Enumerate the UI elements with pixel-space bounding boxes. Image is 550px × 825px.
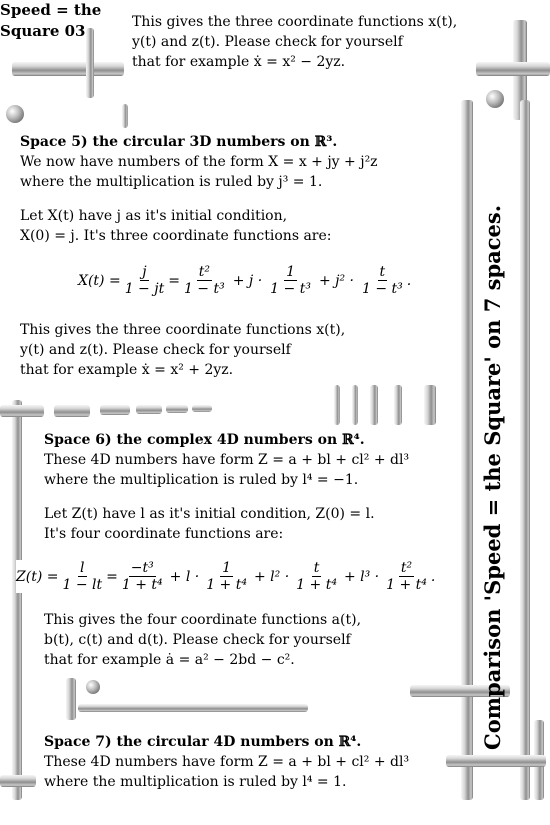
- space5-line: where the multiplication is ruled by j³ = 1.: [20, 174, 323, 190]
- space6-heading: Space 6) the complex 4D numbers on ℝ⁴.: [44, 432, 365, 448]
- space6-section: [44, 430, 454, 544]
- ball-decoration: [6, 105, 24, 123]
- space5-line: that for example ẋ = x² + 2yz.: [20, 362, 234, 378]
- ball-decoration: [86, 680, 100, 694]
- left-side-post: [12, 400, 22, 800]
- space6-line: where the multiplication is ruled by l⁴ = −1.: [44, 472, 359, 488]
- pattern-tile: [192, 405, 212, 412]
- pattern-tile: [54, 405, 90, 417]
- fraction: $\frac{\text{t²}}{\text{1 − t³}}$: [183, 264, 225, 297]
- space6-conclusion: [44, 610, 361, 670]
- space5-conclusion: [20, 320, 345, 380]
- lower-bar: [78, 704, 308, 712]
- eq-lhs: Z(t) =: [16, 568, 59, 585]
- fraction: $\frac{t}{\text{1 − t³}}$: [361, 264, 403, 297]
- space5-line: This gives the three coordinate functions x(t),: [20, 322, 346, 338]
- space5-line: Let X(t) have j as it's initial condition,: [20, 208, 288, 224]
- space6-equation: Z(t) = $\frac{l}{1 - lt}$ = $\frac{\text{−t³}}{\text{1 + t⁴}}$ + l · $\frac{1}{\text{1 + t⁴}}$ + l² · $\frac{t}{\text{1 + t⁴}}$ + l³ · $\frac{\text{t²}}{\text{1 + t⁴}}$ .: [16, 560, 436, 593]
- fraction: $\frac{l}{1 - lt}$: [62, 560, 103, 593]
- bottom-right-bar: [446, 755, 546, 767]
- space5-section: [20, 132, 450, 246]
- eq-term: + l³ ·: [343, 568, 380, 585]
- space6-line: It's four coordinate functions are:: [44, 526, 284, 542]
- stripe: [394, 385, 402, 425]
- title-line-1: Speed = the: [0, 1, 102, 19]
- space6-line: that for example ȧ = a² − 2bd − c².: [44, 652, 295, 668]
- pattern-tile: [136, 405, 162, 414]
- space5-line: y(t) and z(t). Please check for yourself: [20, 342, 291, 358]
- intro-paragraph: [128, 12, 461, 72]
- fraction: $\frac{t}{\text{1 + t⁴}}$: [296, 560, 337, 593]
- title-line-2: Square 03: [0, 22, 86, 40]
- space5-heading: Space 5) the circular 3D numbers on ℝ³.: [20, 134, 338, 150]
- stripe: [424, 385, 436, 425]
- space6-line: Let Z(t) have l as it's initial condition, Z(0) = l.: [44, 506, 375, 522]
- pattern-tile: [166, 405, 188, 413]
- eq-term: + l ·: [169, 568, 200, 585]
- pattern-tile: [100, 405, 130, 415]
- page-title: [0, 0, 101, 42]
- fraction: $\frac{\text{t²}}{\text{1 + t⁴}}$: [386, 560, 427, 593]
- pattern-tile: [0, 405, 44, 417]
- fraction: $\frac{1}{\text{1 + t⁴}}$: [206, 560, 247, 593]
- fraction: $\frac{\text{−t³}}{\text{1 + t⁴}}$: [121, 560, 163, 593]
- stripe: [334, 385, 340, 425]
- space6-line: These 4D numbers have form Z = a + bl + cl² + dl³: [44, 452, 410, 468]
- bottom-left-tile: [0, 775, 36, 787]
- space7-line: where the multiplication is ruled by l⁴ = 1.: [44, 774, 347, 790]
- space5-line: X(0) = j. It's three coordinate functions are:: [20, 228, 332, 244]
- space5-line: We now have numbers of the form X = x + jy + j²z: [20, 154, 378, 170]
- stripe: [352, 385, 358, 425]
- space7-line: These 4D numbers have form Z = a + bl + cl² + dl³: [44, 754, 410, 770]
- space7-section: [44, 732, 444, 792]
- small-post: [122, 104, 128, 128]
- space6-line: b(t), c(t) and d(t). Please check for yourself: [44, 632, 351, 648]
- top-left-bar: [12, 62, 124, 76]
- eq-term: + l² ·: [253, 568, 290, 585]
- intro-line: This gives the three coordinate functions x(t),: [132, 14, 458, 30]
- intro-line: that for example ẋ = x² − 2yz.: [132, 54, 346, 70]
- eq-term: + j ·: [232, 272, 263, 289]
- stripe: [370, 385, 378, 425]
- fraction: $\frac{j}{1 - jt}$: [124, 264, 165, 297]
- lower-post: [66, 678, 76, 720]
- space5-equation: X(t) = $\frac{j}{1 - jt}$ = $\frac{\text{t²}}{\text{1 − t³}}$ + j · $\frac{1}{\text{1 − t³}}$ + j² · $\frac{t}{\text{1 − t³}}$ .: [78, 264, 412, 297]
- space7-heading: Space 7) the circular 4D numbers on ℝ⁴.: [44, 734, 362, 750]
- intro-line: y(t) and z(t). Please check for yourself: [132, 34, 403, 50]
- eq-term: + j² ·: [318, 272, 354, 289]
- space6-line: This gives the four coordinate functions a(t),: [44, 612, 362, 628]
- vertical-title: Comparison 'Speed = the Square' on 7 spaces.: [480, 204, 505, 750]
- right-side-post-2: [520, 100, 530, 800]
- fraction: $\frac{1}{\text{1 − t³}}$: [270, 264, 311, 297]
- eq-lhs: X(t) =: [78, 272, 121, 289]
